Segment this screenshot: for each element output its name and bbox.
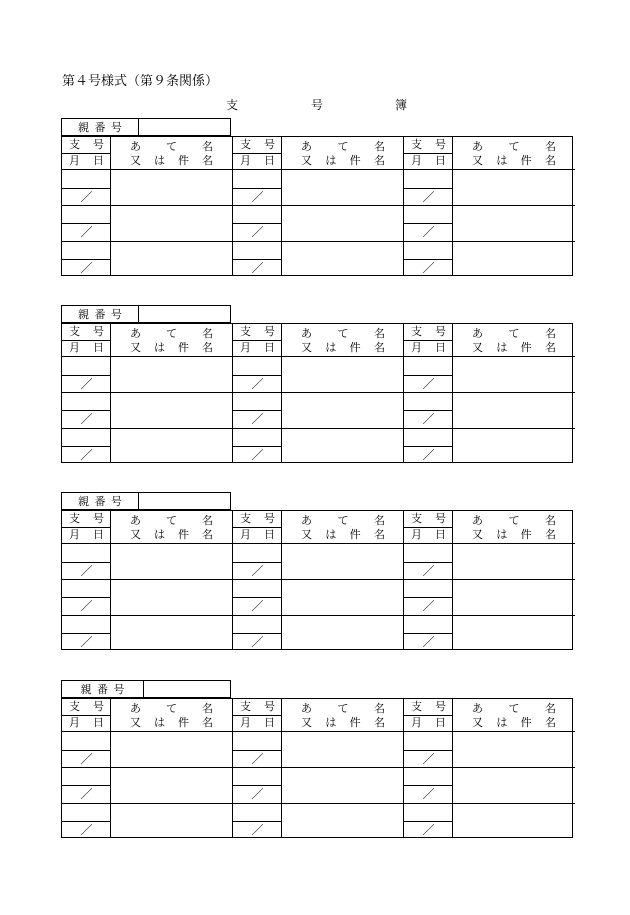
date-slash: ／ <box>80 822 93 837</box>
row-line <box>233 223 282 224</box>
row-line <box>62 562 111 563</box>
row-line <box>233 375 282 376</box>
oya-bango-box <box>61 680 231 698</box>
tsukihi-label: 月 日 <box>411 341 446 354</box>
date-slash: ／ <box>80 634 93 649</box>
date-slash: ／ <box>251 225 264 240</box>
row-line <box>62 410 111 411</box>
kenmei-label: 又 は 件 名 <box>301 528 385 541</box>
date-slash: ／ <box>80 563 93 578</box>
row-line <box>404 392 575 393</box>
row-line <box>404 633 453 634</box>
kenmei-label: 又 は 件 名 <box>130 154 213 167</box>
tsukihi-label: 月 日 <box>411 154 446 167</box>
row-line <box>62 205 232 206</box>
atena-label: あ て 名 <box>472 327 556 340</box>
row-line <box>233 615 404 616</box>
atena-label: あ て 名 <box>130 702 213 715</box>
date-slash: ／ <box>80 787 93 802</box>
row-line <box>233 410 282 411</box>
block-4 <box>61 680 573 838</box>
kenmei-label: 又 は 件 名 <box>301 154 385 167</box>
row-line <box>404 562 453 563</box>
row-line <box>404 446 453 447</box>
shigo-label: 支 号 <box>69 700 104 713</box>
row-line <box>404 223 453 224</box>
row-line <box>404 615 575 616</box>
date-slash: ／ <box>251 260 264 275</box>
row-line <box>233 750 282 751</box>
tsukihi-label: 月 日 <box>240 154 275 167</box>
row-line <box>62 785 111 786</box>
row-line <box>233 241 404 242</box>
date-slash: ／ <box>251 599 264 614</box>
row-line <box>233 803 404 804</box>
atena-label: あ て 名 <box>130 514 213 527</box>
kenmei-label: 又 は 件 名 <box>130 716 213 729</box>
ledger-grid <box>61 510 573 650</box>
date-slash: ／ <box>80 189 93 204</box>
ledger-grid <box>61 323 573 463</box>
row-line <box>62 446 111 447</box>
shigo-label: 支 号 <box>69 325 104 338</box>
ledger-section <box>232 137 404 275</box>
row-line <box>233 188 282 189</box>
shigo-label: 支 号 <box>411 512 446 525</box>
date-slash: ／ <box>80 412 93 427</box>
row-line <box>404 410 453 411</box>
date-slash: ／ <box>80 225 93 240</box>
date-slash: ／ <box>422 260 435 275</box>
oya-bango-label: 親番号 <box>62 681 144 697</box>
row-line <box>404 241 575 242</box>
date-slash: ／ <box>251 787 264 802</box>
row-line <box>404 750 453 751</box>
oya-bango-box <box>61 492 231 510</box>
form-label: 第４号様式（第９条関係） <box>62 74 219 89</box>
ledger-grid <box>61 698 573 838</box>
row-line <box>404 785 453 786</box>
block-2 <box>61 305 573 463</box>
row-line <box>404 205 575 206</box>
row-line <box>62 767 232 768</box>
row-line <box>62 259 111 260</box>
row-line <box>62 241 232 242</box>
row-line <box>404 821 453 822</box>
tsukihi-label: 月 日 <box>411 716 446 729</box>
kenmei-label: 又 は 件 名 <box>472 154 556 167</box>
date-slash: ／ <box>80 376 93 391</box>
shigo-label: 支 号 <box>411 138 446 151</box>
atena-label: あ て 名 <box>472 514 556 527</box>
row-line <box>62 821 111 822</box>
tsukihi-label: 月 日 <box>69 341 104 354</box>
row-line <box>233 205 404 206</box>
atena-label: あ て 名 <box>301 327 385 340</box>
date-slash: ／ <box>422 225 435 240</box>
row-line <box>62 392 232 393</box>
row-line <box>233 785 282 786</box>
atena-label: あ て 名 <box>472 702 556 715</box>
oya-bango-field[interactable] <box>139 119 230 135</box>
row-line <box>233 259 282 260</box>
shigo-label: 支 号 <box>69 138 104 151</box>
date-slash: ／ <box>422 563 435 578</box>
atena-label: あ て 名 <box>301 140 385 153</box>
row-line <box>62 597 111 598</box>
row-line <box>233 562 282 563</box>
row-line <box>233 579 404 580</box>
kenmei-label: 又 は 件 名 <box>472 341 556 354</box>
tsukihi-label: 月 日 <box>411 528 446 541</box>
oya-bango-box <box>61 305 231 323</box>
atena-label: あ て 名 <box>301 702 385 715</box>
oya-bango-label: 親番号 <box>62 119 139 135</box>
date-slash: ／ <box>422 634 435 649</box>
shigo-label: 支 号 <box>411 325 446 338</box>
oya-bango-field[interactable] <box>139 493 230 509</box>
oya-bango-field[interactable] <box>139 306 230 322</box>
row-line <box>404 428 575 429</box>
page-title <box>0 96 630 112</box>
ledger-section <box>403 137 575 275</box>
ledger-section <box>62 137 232 275</box>
date-slash: ／ <box>422 599 435 614</box>
row-line <box>404 767 575 768</box>
date-slash: ／ <box>251 822 264 837</box>
row-line <box>62 375 111 376</box>
ledger-section <box>62 699 232 837</box>
title-char-2: 号 <box>311 98 324 112</box>
atena-label: あ て 名 <box>130 140 213 153</box>
title-char-1: 支 <box>226 98 239 112</box>
row-line <box>62 803 232 804</box>
row-line <box>233 392 404 393</box>
oya-bango-field[interactable] <box>144 681 230 697</box>
ledger-section <box>232 511 404 649</box>
block-3 <box>61 492 573 650</box>
date-slash: ／ <box>422 376 435 391</box>
tsukihi-label: 月 日 <box>69 716 104 729</box>
oya-bango-label: 親番号 <box>62 493 139 509</box>
kenmei-label: 又 は 件 名 <box>130 528 213 541</box>
ledger-section <box>403 324 575 462</box>
row-line <box>62 615 232 616</box>
row-line <box>404 375 453 376</box>
tsukihi-label: 月 日 <box>240 528 275 541</box>
tsukihi-label: 月 日 <box>69 154 104 167</box>
tsukihi-label: 月 日 <box>69 528 104 541</box>
date-slash: ／ <box>422 412 435 427</box>
ledger-section <box>403 511 575 649</box>
date-slash: ／ <box>251 751 264 766</box>
tsukihi-label: 月 日 <box>240 341 275 354</box>
row-line <box>62 633 111 634</box>
oya-bango-label: 親番号 <box>62 306 139 322</box>
row-line <box>404 259 453 260</box>
row-line <box>62 223 111 224</box>
ledger-section <box>232 699 404 837</box>
row-line <box>233 446 282 447</box>
date-slash: ／ <box>80 599 93 614</box>
date-slash: ／ <box>422 822 435 837</box>
atena-label: あ て 名 <box>130 327 213 340</box>
ledger-section <box>403 699 575 837</box>
row-line <box>233 821 282 822</box>
atena-label: あ て 名 <box>301 514 385 527</box>
ledger-section <box>232 324 404 462</box>
row-line <box>404 803 575 804</box>
row-line <box>233 597 282 598</box>
kenmei-label: 又 は 件 名 <box>472 716 556 729</box>
date-slash: ／ <box>251 563 264 578</box>
oya-bango-box <box>61 118 231 136</box>
row-line <box>62 750 111 751</box>
kenmei-label: 又 は 件 名 <box>301 716 385 729</box>
row-line <box>62 428 232 429</box>
date-slash: ／ <box>80 260 93 275</box>
shigo-label: 支 号 <box>240 325 275 338</box>
block-1 <box>61 118 573 276</box>
row-line <box>233 428 404 429</box>
date-slash: ／ <box>251 447 264 462</box>
row-line <box>233 767 404 768</box>
date-slash: ／ <box>422 189 435 204</box>
title-char-3: 簿 <box>395 98 408 112</box>
date-slash: ／ <box>251 376 264 391</box>
row-line <box>404 579 575 580</box>
date-slash: ／ <box>251 412 264 427</box>
kenmei-label: 又 は 件 名 <box>472 528 556 541</box>
row-line <box>233 633 282 634</box>
ledger-section <box>62 511 232 649</box>
kenmei-label: 又 は 件 名 <box>301 341 385 354</box>
date-slash: ／ <box>80 447 93 462</box>
shigo-label: 支 号 <box>240 138 275 151</box>
shigo-label: 支 号 <box>240 512 275 525</box>
date-slash: ／ <box>251 189 264 204</box>
date-slash: ／ <box>422 447 435 462</box>
shigo-label: 支 号 <box>69 512 104 525</box>
row-line <box>404 597 453 598</box>
date-slash: ／ <box>422 751 435 766</box>
row-line <box>62 579 232 580</box>
ledger-section <box>62 324 232 462</box>
row-line <box>62 188 111 189</box>
shigo-label: 支 号 <box>240 700 275 713</box>
row-line <box>404 188 453 189</box>
kenmei-label: 又 は 件 名 <box>130 341 213 354</box>
date-slash: ／ <box>251 634 264 649</box>
tsukihi-label: 月 日 <box>240 716 275 729</box>
date-slash: ／ <box>422 787 435 802</box>
shigo-label: 支 号 <box>411 700 446 713</box>
ledger-grid <box>61 136 573 276</box>
date-slash: ／ <box>80 751 93 766</box>
atena-label: あ て 名 <box>472 140 556 153</box>
